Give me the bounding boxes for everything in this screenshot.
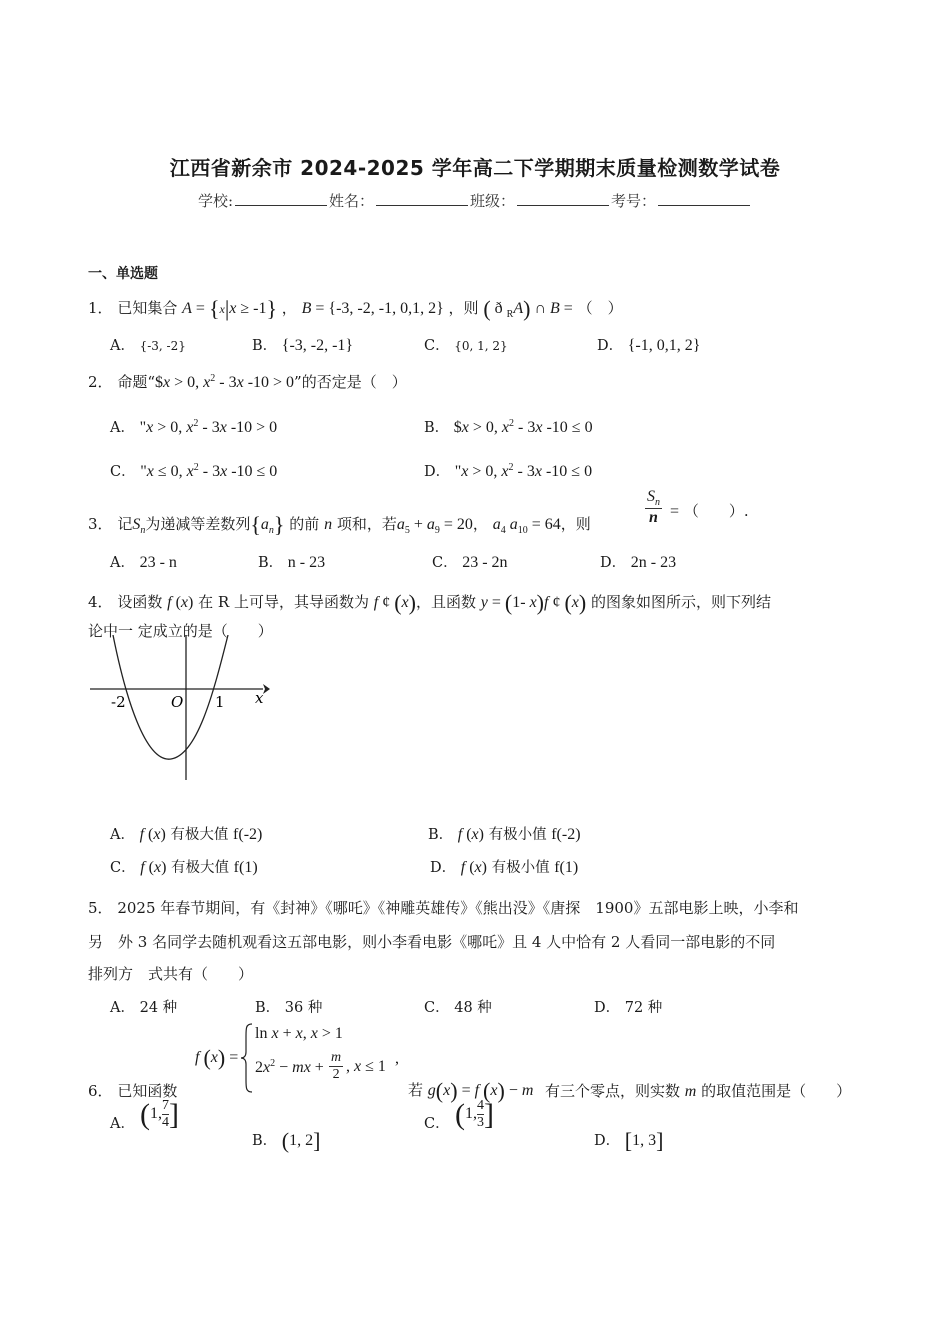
q5-option-d[interactable]: D． 72 种 (594, 1000, 663, 1016)
q4-graph (85, 635, 275, 785)
q4-option-b[interactable]: B． f (x) 有极小值 f(-2) (428, 826, 581, 843)
q3-tail: = （ ）. (670, 502, 749, 520)
q3-sequence: $\{a_n\}$ (250, 512, 285, 537)
q1-tail: （ ） (577, 299, 623, 317)
q2-text-pre: 命题“ (117, 373, 155, 391)
q3-option-b[interactable]: B． n - 23 (258, 554, 326, 571)
q3-sn: $S_n$ (132, 516, 146, 536)
q1-text-mid: ， (281, 299, 297, 317)
label-origin: O (171, 693, 184, 711)
question-2 (88, 371, 407, 392)
question-5: 5． 2025 年春节期间，有《封神》《哪吒》《神雕英雄传》《熊出没》《唐探 1900》五部电影上映，小李和 (88, 899, 799, 917)
q6-option-b[interactable]: B． (1, 2] (252, 1128, 321, 1153)
q6-piece-2-fraction: m 2 (331, 1050, 342, 1082)
q1-text-pre: 已知集合 (117, 299, 178, 317)
school-label: 学校: (197, 192, 233, 210)
page-title: 江西省新余市 2024-2025 学年高二下学期期末质量检测数学试卷 (169, 156, 781, 180)
q4-number: 4． (88, 593, 113, 611)
question-4: 4． 设函数 f (x) 在 R 上可导，其导函数为 f ¢ (x)，且函数 y = (1- x)f ¢ (x) 的图象如图所示，则下列结 (88, 590, 772, 615)
q5-option-b[interactable]: B． 36 种 (255, 1000, 323, 1016)
section-heading-single-choice: 一、单选题 (88, 266, 158, 282)
q4-line-2: 论中一 定成立的是（ ） (88, 622, 273, 640)
q2-option-b[interactable]: B． $x > 0, $x^2 - 3x$ -10 ≤ 0 (424, 418, 593, 436)
q1-option-a[interactable]: A． {-3, -2} (110, 338, 186, 354)
q3-number: 3． (88, 515, 113, 533)
q2-option-c[interactable]: C． "x ≤ 0, $x^2 - 3x$ -10 ≤ 0 (110, 462, 278, 480)
q5-option-a[interactable]: A． 24 种 (110, 1000, 178, 1016)
q6-option-d[interactable]: D． [1, 3] (594, 1128, 664, 1153)
q6-option-a-interval: (1, $\frac{7}{4}$ ] (140, 1098, 179, 1132)
q1-text-then: ，则 (448, 299, 479, 317)
q3-option-c[interactable]: C． 23 - 2n (432, 554, 508, 571)
q4-option-a[interactable]: A． f (x) 有极大值 f(-2) (110, 826, 263, 843)
q5-option-c[interactable]: C． 48 种 (424, 1000, 492, 1016)
q2-text-post: ”的否定是（ ） (294, 373, 407, 391)
class-blank[interactable] (517, 191, 609, 206)
q6-comma: , (395, 1050, 399, 1067)
x-axis-arrow (263, 684, 270, 694)
q1-option-c[interactable]: C． {0, 1, 2} (424, 338, 508, 354)
label-neg2: -2 (111, 693, 126, 711)
label-x: x (255, 689, 264, 707)
q1-number: 1． (88, 299, 113, 317)
question-6: 6． 已知函数 (88, 1082, 178, 1100)
name-label: 姓名： (329, 192, 375, 210)
q6-piece-2: $2x^2$ − mx + (255, 1058, 324, 1076)
q6-option-c-interval: (1, $\frac{4}{3}$ ] (455, 1098, 494, 1132)
q2-number: 2． (88, 373, 113, 391)
q1-set-a: A = {x|x ≥ -1} (182, 296, 278, 321)
q2-option-d[interactable]: D． "x > 0, $x^2 - 3x$ -10 ≤ 0 (424, 462, 593, 480)
class-label: 班级： (470, 192, 516, 210)
q3-fraction: $S_n$ n (647, 488, 660, 526)
q6-piecewise-brace (240, 1022, 254, 1094)
q6-option-c[interactable]: C． (424, 1116, 450, 1132)
q2-option-a[interactable]: A． "x > 0, $x^2 - 3x$ -10 > 0 (110, 418, 278, 436)
q2-proposition: $x > 0, $x^2 - 3x$ -10 > 0 (155, 373, 295, 391)
student-info-line (0, 190, 950, 211)
school-blank[interactable] (235, 191, 327, 206)
question-3: 3． 记$S_n$为递减等差数列$\{a_n\}$ 的前 n 项和，若$a_5 + a_9 = 20$， $a_4$ $a_{10} = 64$，则 (88, 512, 591, 537)
question-1 (88, 296, 623, 322)
q3-option-a[interactable]: A． 23 - n (110, 554, 177, 571)
q3-cond-2: $a_4$ $a_{10} = 64$ (492, 516, 561, 536)
q1-option-b[interactable]: B． {-3, -2, -1} (252, 337, 354, 354)
q6-piece-2-cond: , x ≤ 1 (346, 1058, 386, 1075)
q3-option-d[interactable]: D． 2n - 23 (600, 554, 677, 571)
q1-expression: ( ð $_R$A) ∩ B = (483, 296, 573, 321)
q6-piece-1: ln x + x, x > 1 (255, 1025, 343, 1042)
q1-set-b: B = {-3, -2, -1, 0,1, 2} (301, 300, 444, 317)
exam-no-blank[interactable] (658, 191, 750, 206)
q3-cond-1: $a_5 + a_9 = 20$ (396, 516, 473, 536)
q5-line-3: 排列方 式共有（ ） (88, 965, 254, 983)
name-blank[interactable] (376, 191, 468, 206)
label-1: 1 (215, 693, 225, 711)
q6-condition: 若 g(x) = f (x) − m (408, 1078, 534, 1103)
q4-option-d[interactable]: D． f (x) 有极小值 f(1) (430, 859, 579, 876)
q1-option-d[interactable]: D． {-1, 0,1, 2} (597, 337, 701, 354)
q6-option-a[interactable]: A． (110, 1116, 135, 1132)
exam-no-label: 考号： (611, 192, 657, 210)
q6-tail: 有三个零点，则实数 m 的取值范围是（ ） (545, 1082, 852, 1100)
q6-fx-label: f (x) = (195, 1045, 239, 1070)
q4-option-c[interactable]: C． f (x) 有极大值 f(1) (110, 859, 258, 876)
q5-line-2: 另 外 3 名同学去随机观看这五部电影，则小李看电影《哪吒》且 4 人中恰有 2 人看同一部电影的不同 (88, 933, 776, 951)
